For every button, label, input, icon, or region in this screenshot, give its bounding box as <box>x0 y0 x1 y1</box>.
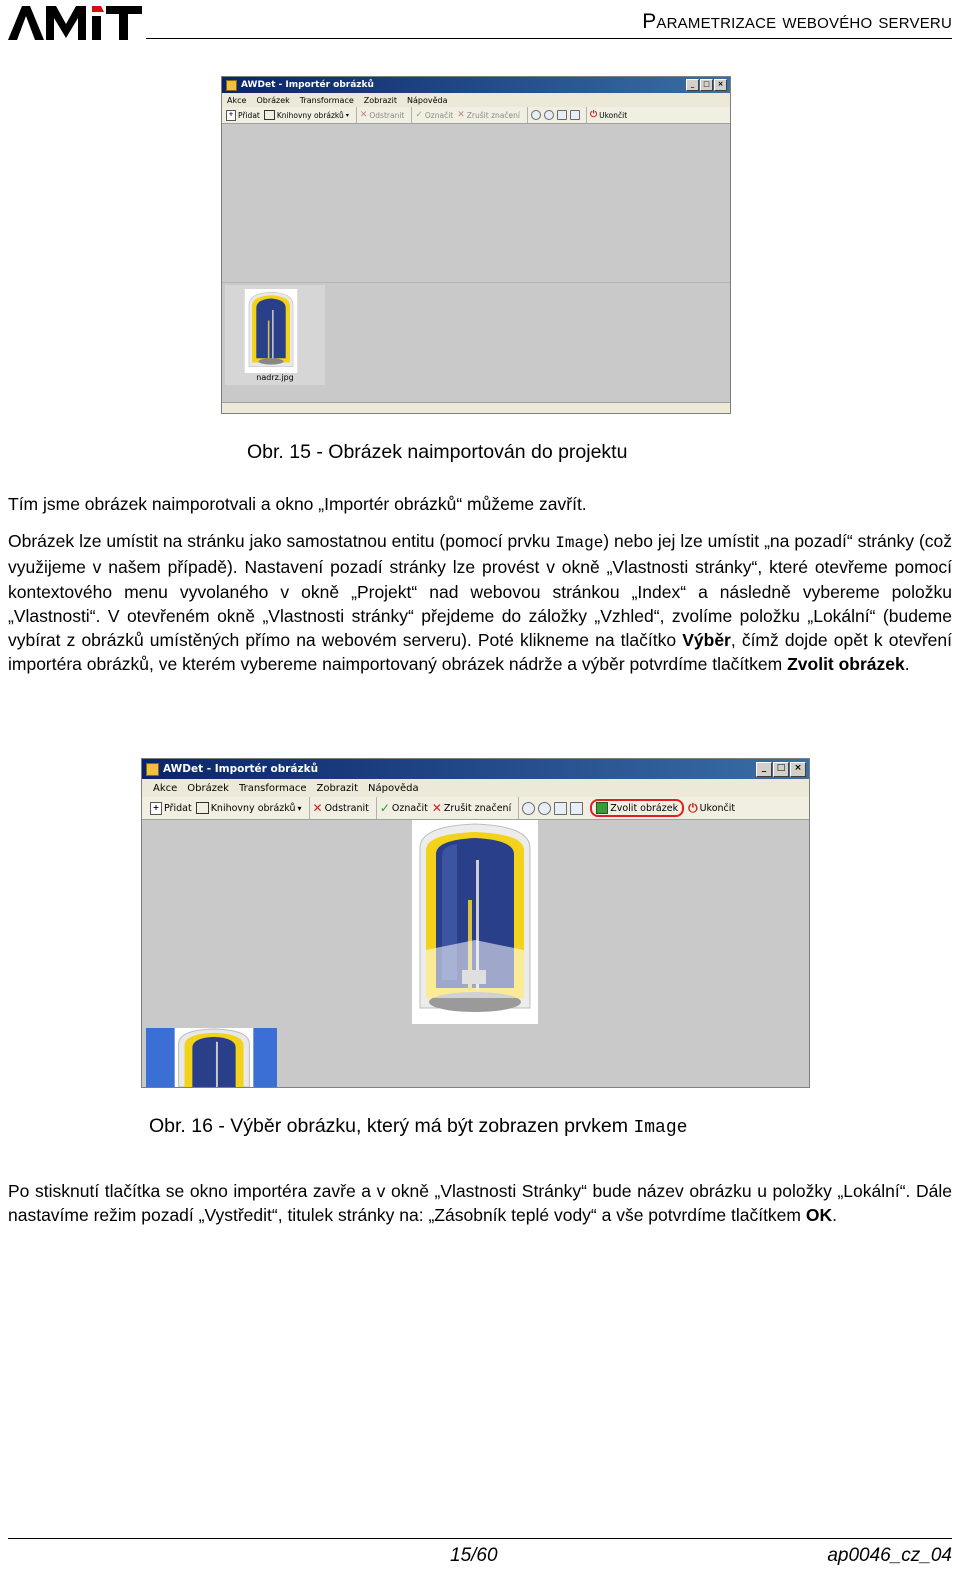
tank-preview-image <box>412 820 538 1024</box>
bold-zvolit-obrazek: Zvolit obrázek <box>787 654 905 675</box>
unmark-icon: ✕ <box>457 110 465 120</box>
thumbnail-strip <box>222 283 730 401</box>
menubar <box>142 779 809 797</box>
thumbnail-strip <box>142 1026 809 1087</box>
window-controls <box>686 79 727 91</box>
zoom-fit-icon[interactable] <box>570 110 580 120</box>
book-icon <box>264 110 275 120</box>
zoom-in-icon[interactable] <box>531 110 541 120</box>
preview-area <box>222 124 730 282</box>
tank-thumbnail <box>174 1028 254 1087</box>
toolbar <box>222 107 730 124</box>
importer-window-2 <box>141 758 810 1088</box>
zoom-out-icon[interactable] <box>538 802 551 815</box>
unmark-button[interactable]: ✕ Zrušit značení <box>431 801 512 815</box>
add-image-icon: + <box>226 110 236 121</box>
tank-thumbnail <box>243 289 299 373</box>
toolbar <box>142 797 809 820</box>
choose-image-button[interactable]: Zvolit obrázek <box>590 799 684 817</box>
menu-akce[interactable]: Akce <box>227 95 247 105</box>
logo-mark <box>8 6 142 40</box>
exit-button[interactable]: ⏻ Ukončit <box>688 800 736 815</box>
page-number: 15/60 <box>450 1545 498 1566</box>
unmark-button[interactable]: ✕ Zrušit značení <box>457 110 520 120</box>
menu-zobrazit[interactable]: Zobrazit <box>363 95 397 105</box>
paragraph-2: Obrázek lze umístit na stránku jako samostatnou entitu (pomocí prvku Image) nebo jej lze umístit „na pozadí“ stránky (což využijeme v našem případě). Nastavení pozadí stránky lze provést v okně „Vlastnosti stránky“, které otevřeme pomocí kontextového menu vyvolaného v okně „Projekt“ nad webovou stránkou „Index“ a následně vybereme položku „Vlastnosti“. V otevřeném okně „Vlastnosti stránky“ přejdeme do záložky „Vzhled“, zvolíme položku „Lokální“ (budeme vybírat z obrázků umístěných přímo na webovém serveru). Poté klikneme na tlačítko Výběr, čímž dojde opět k otevření importéra obrázků, ve kterém vybereme naimportovaný obrázek nádrže a výběr potvrdíme tlačítkem Zvolit obrázek. <box>8 531 953 675</box>
window-controls <box>756 762 806 777</box>
menu-akce[interactable]: Akce <box>153 782 178 794</box>
maximize-button[interactable]: □ <box>700 79 713 91</box>
add-image-icon: + <box>150 802 162 815</box>
chevron-down-icon: ▾ <box>297 803 302 813</box>
delete-icon: ✕ <box>359 110 368 120</box>
footer-rule <box>8 1538 952 1539</box>
close-button[interactable]: × <box>714 79 727 91</box>
menu-zobrazit[interactable]: Zobrazit <box>316 782 358 794</box>
window-titlebar <box>222 77 730 93</box>
menu-napoveda[interactable]: Nápověda <box>406 95 448 105</box>
thumbnail-item-selected[interactable] <box>146 1028 277 1087</box>
bold-ok: OK <box>805 1205 833 1226</box>
libraries-button[interactable]: Knihovny obrázků ▾ <box>264 110 349 120</box>
figure-caption-15: Obr. 15 - Obrázek naimportován do projektu <box>247 441 628 463</box>
zoom-in-icon[interactable] <box>522 802 535 815</box>
add-button[interactable]: + Přidat <box>226 110 260 121</box>
toolbar-separator <box>586 107 587 123</box>
app-icon <box>226 80 237 91</box>
minimize-button[interactable]: _ <box>756 762 772 777</box>
check-icon: ✓ <box>415 110 423 120</box>
preview-area <box>142 820 809 1026</box>
menu-obrazek[interactable]: Obrázek <box>256 95 290 105</box>
toolbar-separator <box>527 107 528 123</box>
code-image: Image <box>555 534 604 552</box>
window-title: AWDet - Importér obrázků <box>241 80 374 90</box>
maximize-button[interactable]: □ <box>773 762 789 777</box>
mark-button[interactable]: ✓ Označit <box>415 110 454 120</box>
remove-button[interactable]: ✕ Odstranit <box>359 110 405 120</box>
choose-image-icon <box>596 802 608 814</box>
book-icon <box>196 802 209 814</box>
close-button[interactable]: × <box>790 762 806 777</box>
libraries-button[interactable]: Knihovny obrázků ▾ <box>196 802 302 814</box>
bold-vyber: Výběr <box>682 630 731 651</box>
zoom-fit-icon[interactable] <box>570 802 583 815</box>
statusbar <box>222 402 730 413</box>
check-icon: ✓ <box>379 801 390 815</box>
amit-logo <box>6 2 144 42</box>
toolbar-separator <box>376 797 377 819</box>
toolbar-separator <box>411 107 412 123</box>
window-title: AWDet - Importér obrázků <box>163 763 319 775</box>
document-id: ap0046_cz_04 <box>827 1545 952 1566</box>
delete-icon: ✕ <box>312 801 323 815</box>
menu-napoveda[interactable]: Nápověda <box>368 782 419 794</box>
figure-caption-16: Obr. 16 - Výběr obrázku, který má být zobrazen prvkem Image <box>149 1115 688 1138</box>
code-image: Image <box>633 1118 688 1138</box>
remove-button[interactable]: ✕ Odstranit <box>312 801 369 815</box>
toolbar-separator <box>309 797 310 819</box>
window-titlebar <box>142 759 809 779</box>
power-icon: ⏻ <box>589 110 598 120</box>
paragraph-1: Tím jsme obrázek naimporotvali a okno „Importér obrázků“ můžeme zavřít. <box>8 494 587 514</box>
minimize-button[interactable]: _ <box>686 79 699 91</box>
paragraph-3: Po stisknutí tlačítka se okno importéra zavře a v okně „Vlastnosti Stránky“ bude název obrázku u položky „Lokální“. Dále nastavíme režim pozadí „Vystředit“, titulek stránky na: „Zásobník teplé vody“ a vše potvrdíme tlačítkem OK. <box>8 1181 952 1226</box>
add-button[interactable]: + Přidat <box>150 802 192 815</box>
menu-transformace[interactable]: Transformace <box>238 782 307 794</box>
header-rule <box>146 38 952 39</box>
mark-button[interactable]: ✓ Označit <box>379 801 428 815</box>
menu-obrazek[interactable]: Obrázek <box>187 782 229 794</box>
zoom-actual-icon[interactable] <box>557 110 567 120</box>
page-header-title: Parametrizace webového serveru <box>642 10 952 33</box>
zoom-out-icon[interactable] <box>544 110 554 120</box>
unmark-icon: ✕ <box>431 801 442 815</box>
toolbar-separator <box>518 797 519 819</box>
thumbnail-item[interactable] <box>225 285 325 385</box>
menu-transformace[interactable]: Transformace <box>299 95 354 105</box>
app-icon <box>146 763 159 776</box>
thumbnail-label: nadrz.jpg <box>256 373 294 382</box>
zoom-actual-icon[interactable] <box>554 802 567 815</box>
exit-button[interactable]: ⏻ Ukončit <box>589 110 628 120</box>
chevron-down-icon: ▾ <box>345 111 349 119</box>
logo-text: AMiT <box>6 2 9 3</box>
power-icon: ⏻ <box>688 800 698 815</box>
importer-window-1 <box>221 76 731 414</box>
toolbar-separator <box>356 107 357 123</box>
menubar <box>222 93 730 107</box>
